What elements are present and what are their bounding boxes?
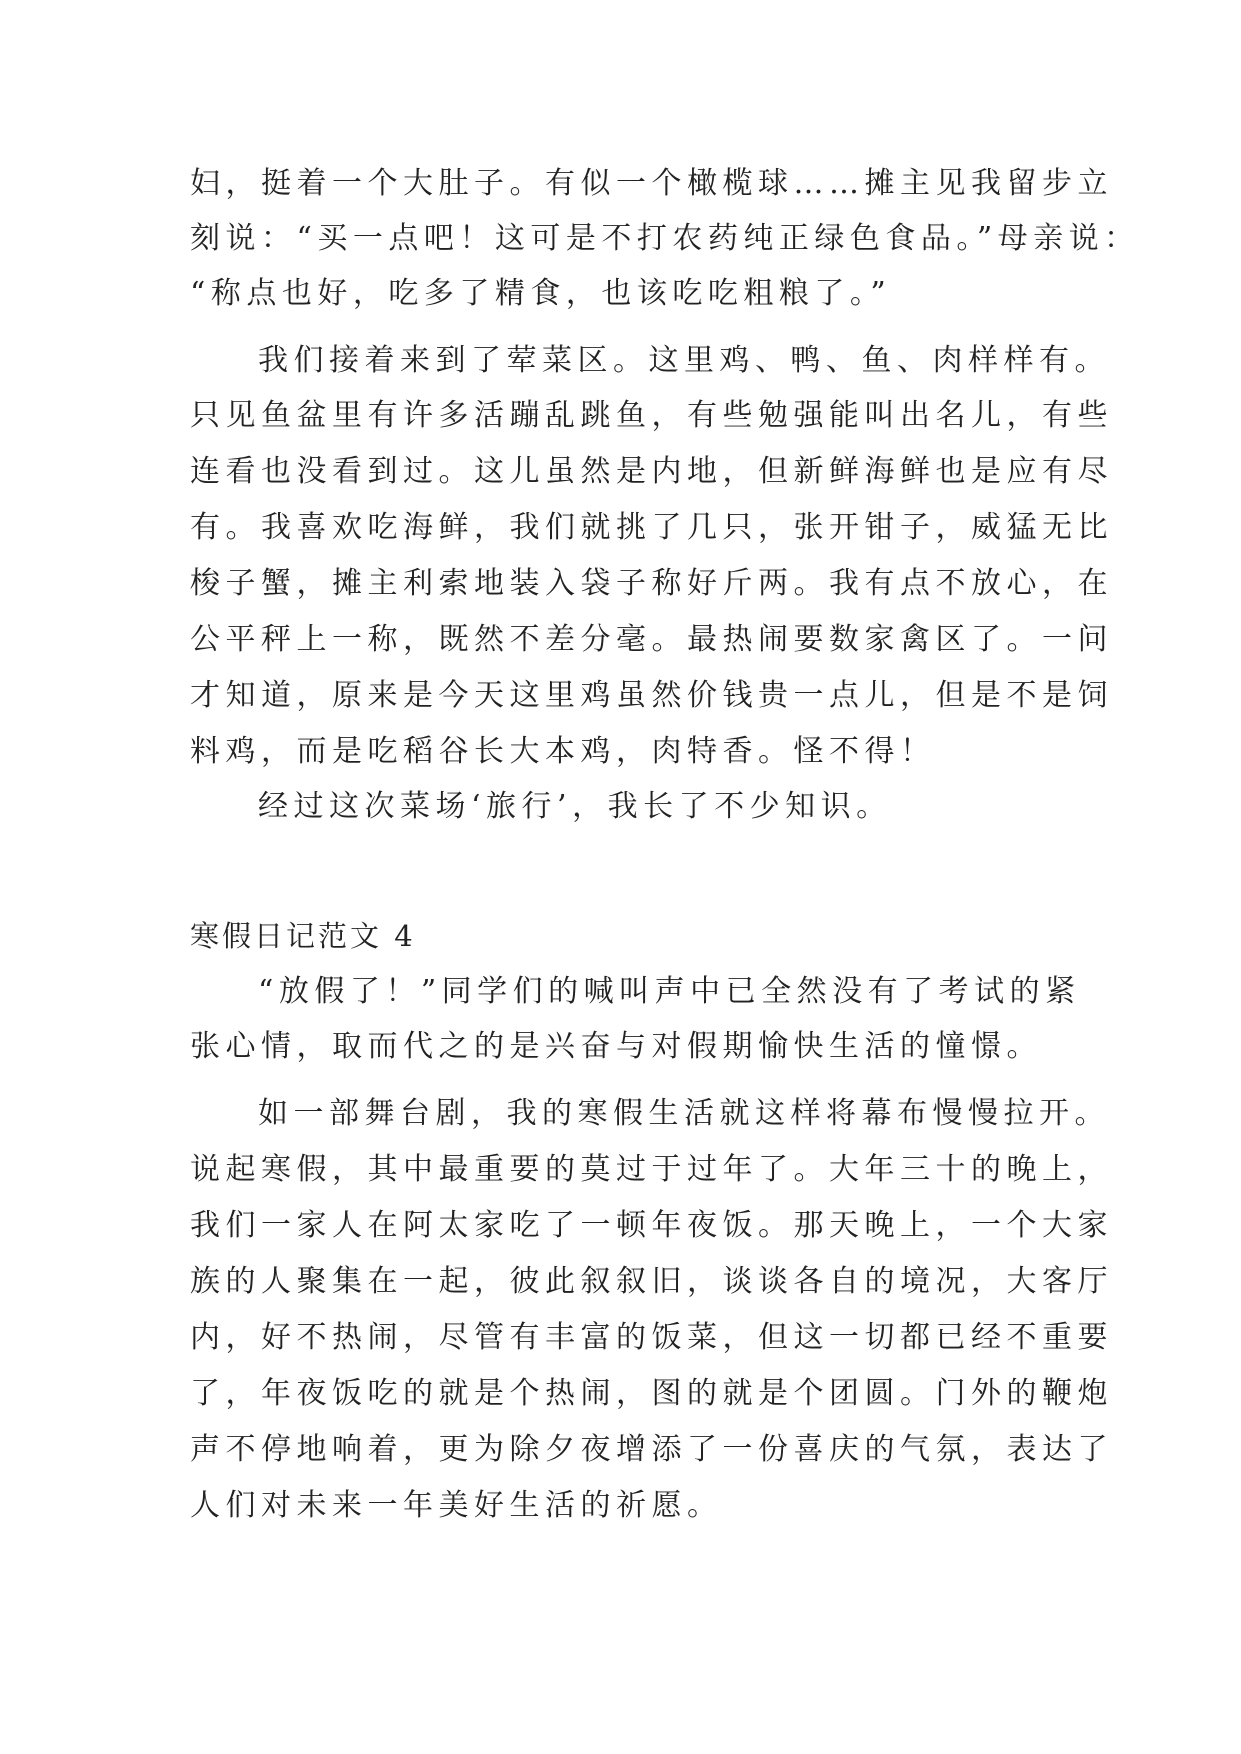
text-line: 才知道，原来是今天这里鸡虽然价钱贵一点儿，但是不是饲 [190,678,1113,713]
text-line: 连看也没看到过。这儿虽然是内地，但新鲜海鲜也是应有尽 [190,454,1113,489]
text-line: 说起寒假，其中最重要的莫过于过年了。大年三十的晚上， [190,1152,1113,1187]
text-line: 内，好不热闹，尽管有丰富的饭菜，但这一切都已经不重要 [190,1320,1113,1355]
text-line: 刻说：“买一点吧！这可是不打农药纯正绿色食品。”母亲说： [190,221,1140,256]
text-line: 只见鱼盆里有许多活蹦乱跳鱼，有些勉强能叫出名儿，有些 [190,398,1113,433]
text-line: 人们对未来一年美好生活的祈愿。 [190,1488,723,1523]
text-line: 妇，挺着一个大肚子。有似一个橄榄球……摊主见我留步立 [190,166,1113,201]
text-line: 族的人聚集在一起，彼此叙叙旧，谈谈各自的境况，大客厅 [190,1264,1113,1299]
paragraph-first-line: 我们接着来到了荤菜区。这里鸡、鸭、鱼、肉样样有。 [258,343,1110,378]
text-line: 我们一家人在阿太家吃了一顿年夜饭。那天晚上，一个大家 [190,1208,1113,1243]
paragraph-first-line: 经过这次菜场‘旅行’，我长了不少知识。 [258,789,892,824]
paragraph-first-line: 如一部舞台剧，我的寒假生活就这样将幕布慢慢拉开。 [258,1096,1110,1131]
paragraph-first-line: “放假了！”同学们的喊叫声中已全然没有了考试的紧 [258,974,1081,1009]
text-line: 声不停地响着，更为除夕夜增添了一份喜庆的气氛，表达了 [190,1432,1113,1467]
text-line: 梭子蟹，摊主利索地装入袋子称好斤两。我有点不放心，在 [190,566,1113,601]
text-line: 公平秤上一称，既然不差分毫。最热闹要数家禽区了。一问 [190,622,1113,657]
text-line: “称点也好，吃多了精食，也该吃吃粗粮了。” [190,276,892,311]
text-line: 料鸡，而是吃稻谷长大本鸡，肉特香。怪不得！ [190,734,936,769]
text-line: 张心情，取而代之的是兴奋与对假期愉快生活的憧憬。 [190,1029,1042,1064]
text-line: 了，年夜饭吃的就是个热闹，图的就是个团圆。门外的鞭炮 [190,1376,1113,1411]
text-line: 有。我喜欢吃海鲜，我们就挑了几只，张开钳子，威猛无比 [190,510,1113,545]
section-heading: 寒假日记范文 4 [190,919,416,953]
